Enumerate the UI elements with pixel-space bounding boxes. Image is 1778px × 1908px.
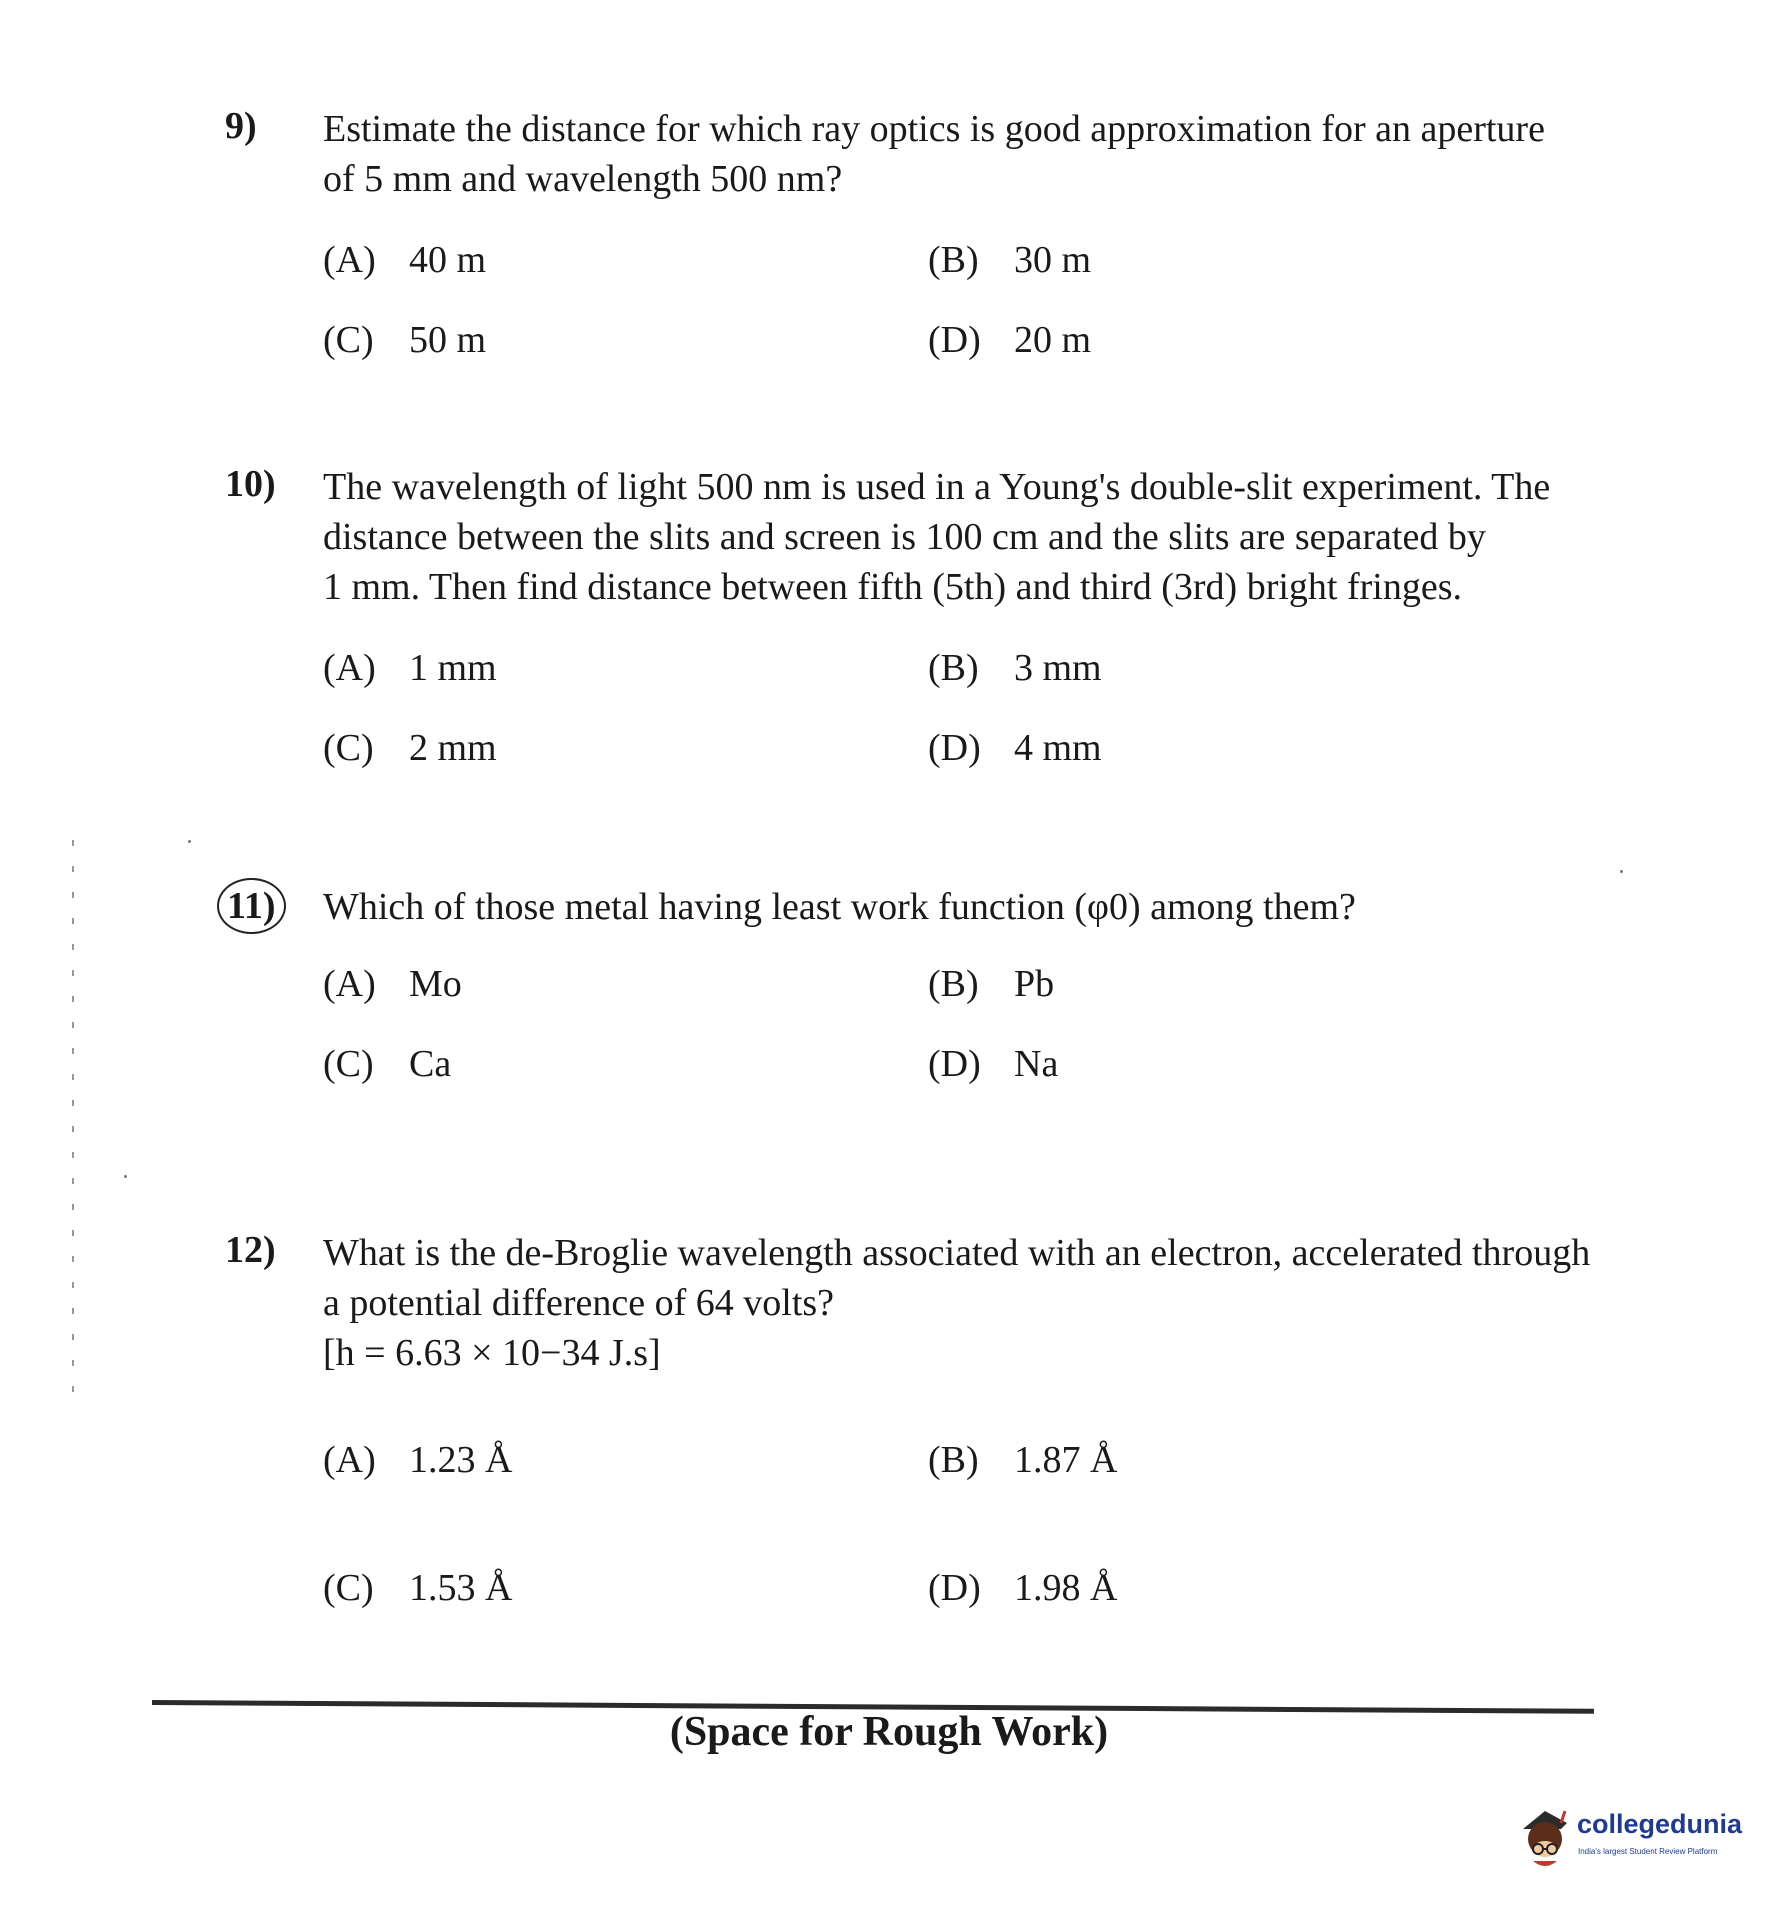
option-label: (C) bbox=[323, 1043, 374, 1085]
question-number: 9) bbox=[225, 105, 257, 147]
scan-speck bbox=[1620, 870, 1623, 873]
question-text-line: 1 mm. Then find distance between fifth (5th) and third (3rd) bright fringes. bbox=[323, 566, 1462, 608]
question-10 bbox=[225, 462, 1625, 806]
option-label: (B) bbox=[928, 1439, 979, 1481]
question-text-line: of 5 mm and wavelength 500 nm? bbox=[323, 158, 843, 200]
question-11 bbox=[225, 882, 1625, 1122]
scan-speck bbox=[188, 840, 191, 843]
options-grid bbox=[323, 646, 1625, 806]
option-label: (A) bbox=[323, 239, 376, 281]
option-b bbox=[928, 962, 1054, 1006]
option-value: 30 m bbox=[1014, 239, 1092, 281]
question-text-line: a potential difference of 64 volts? bbox=[323, 1282, 835, 1324]
option-d bbox=[928, 318, 1091, 362]
question-text-line: The wavelength of light 500 nm is used in a Young's double-slit experiment. The bbox=[323, 466, 1551, 508]
option-label: (B) bbox=[928, 963, 979, 1005]
option-d bbox=[928, 1042, 1058, 1086]
option-value: 3 mm bbox=[1014, 647, 1102, 689]
option-value: 1.98 Å bbox=[1014, 1567, 1118, 1609]
option-value: 1.53 Å bbox=[409, 1567, 513, 1609]
scan-margin-marks bbox=[72, 840, 74, 1400]
option-value: 4 mm bbox=[1014, 727, 1102, 769]
question-text-line: Which of those metal having least work function (φ0) among them? bbox=[323, 886, 1356, 928]
option-label: (D) bbox=[928, 1567, 981, 1609]
option-value: 1 mm bbox=[409, 647, 497, 689]
option-label: (C) bbox=[323, 319, 374, 361]
option-b bbox=[928, 1438, 1117, 1482]
option-label: (D) bbox=[928, 319, 981, 361]
options-grid bbox=[323, 238, 1625, 398]
option-label: (C) bbox=[323, 1567, 374, 1609]
option-label: (D) bbox=[928, 1043, 981, 1085]
option-a bbox=[323, 646, 497, 690]
option-d bbox=[928, 1566, 1117, 1610]
collegedunia-watermark bbox=[1515, 1795, 1755, 1885]
option-label: (A) bbox=[323, 647, 376, 689]
scan-speck bbox=[124, 1175, 127, 1178]
option-label: (B) bbox=[928, 239, 979, 281]
option-label: (C) bbox=[323, 727, 374, 769]
rough-work-label: (Space for Rough Work) bbox=[669, 1709, 1109, 1755]
option-label: (D) bbox=[928, 727, 981, 769]
option-label: (B) bbox=[928, 647, 979, 689]
option-value: 1.87 Å bbox=[1014, 1439, 1118, 1481]
option-value: Mo bbox=[409, 963, 462, 1005]
question-text-line: distance between the slits and screen is 100 cm and the slits are separated by bbox=[323, 516, 1486, 558]
option-a bbox=[323, 238, 486, 282]
question-text-line: Estimate the distance for which ray optics is good approximation for an aperture bbox=[323, 108, 1545, 150]
option-c bbox=[323, 1042, 451, 1086]
question-number: 12) bbox=[225, 1229, 276, 1271]
question-text bbox=[323, 882, 1613, 932]
option-value: 40 m bbox=[409, 239, 487, 281]
watermark-brand: collegedunia bbox=[1577, 1809, 1743, 1839]
question-number: 10) bbox=[225, 463, 276, 505]
question-number: 11) bbox=[217, 878, 286, 934]
option-c bbox=[323, 726, 497, 770]
option-label: (A) bbox=[323, 963, 376, 1005]
option-c bbox=[323, 1566, 512, 1610]
option-b bbox=[928, 646, 1102, 690]
watermark-tagline: India's largest Student Review Platform bbox=[1578, 1847, 1718, 1856]
question-text-line: What is the de-Broglie wavelength associated with an electron, accelerated through bbox=[323, 1232, 1591, 1274]
option-value: 2 mm bbox=[409, 727, 497, 769]
question-9 bbox=[225, 104, 1625, 398]
option-value: 1.23 Å bbox=[409, 1439, 513, 1481]
option-value: 20 m bbox=[1014, 319, 1092, 361]
options-grid bbox=[323, 962, 1625, 1122]
question-text bbox=[323, 462, 1613, 612]
question-text-line: [h = 6.63 × 10−34 J.s] bbox=[323, 1332, 661, 1374]
question-text bbox=[323, 1228, 1613, 1378]
option-d bbox=[928, 726, 1102, 770]
option-value: Ca bbox=[409, 1043, 452, 1085]
option-a bbox=[323, 1438, 512, 1482]
collegedunia-mascot-icon bbox=[1515, 1799, 1575, 1871]
question-12 bbox=[225, 1228, 1625, 1638]
option-c bbox=[323, 318, 486, 362]
option-b bbox=[928, 238, 1091, 282]
question-text bbox=[323, 104, 1613, 204]
option-a bbox=[323, 962, 462, 1006]
option-value: Na bbox=[1014, 1043, 1059, 1085]
options-grid bbox=[323, 1438, 1625, 1638]
option-value: 50 m bbox=[409, 319, 487, 361]
option-value: Pb bbox=[1014, 963, 1055, 1005]
option-label: (A) bbox=[323, 1439, 376, 1481]
